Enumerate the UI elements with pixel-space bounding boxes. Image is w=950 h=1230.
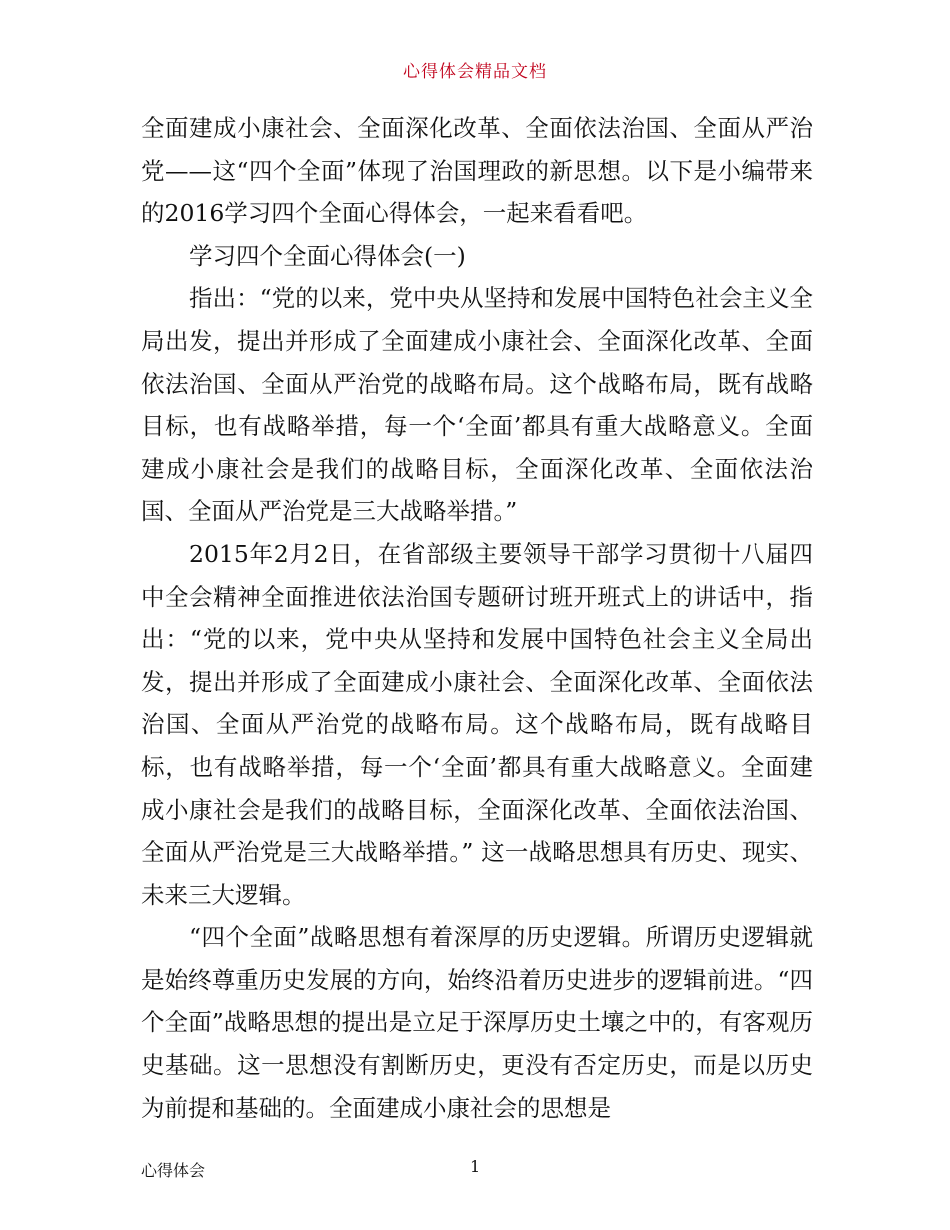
section-heading: 学习四个全面心得体会(一) <box>189 241 466 270</box>
footer-label: 心得体会 <box>141 1161 206 1180</box>
page-header-title: 心得体会精品文档 <box>403 62 547 82</box>
paragraph-quote: 指出：“党的以来，党中央从坚持和发展中国特色社会主义全局出发，提出并形成了全面建成小康社会、全面深化改革、全面依法治国、全面从严治党的战略布局。这个战略布局，既有战略目标，也有战略举措，每一个‘全面’都具有重大战略意义。全面建成小康社会是我们的战略目标，全面深化改革、全面依法治国、全面从严治党是三大战略举措。” <box>141 284 813 526</box>
paragraph-intro: 全面建成小康社会、全面深化改革、全面依法治国、全面从严治党——这“四个全面”体现了治国理政的新思想。以下是小编带来的2016学习四个全面心得体会，一起来看看吧。 <box>141 114 813 228</box>
page-number: 1 <box>470 1157 481 1176</box>
document-body <box>141 107 813 1129</box>
paragraph-history-logic: “四个全面”战略思想有着深厚的历史逻辑。所谓历史逻辑就是始终尊重历史发展的方向，始终沿着历史进步的逻辑前进。“四个全面”战略思想的提出是立足于深厚历史土壤之中的，有客观历史基础。这一思想没有割断历史，更没有否定历史，而是以历史为前提和基础的。全面建成小康社会的思想是 <box>141 923 813 1122</box>
paragraph-speech: 2015年2月2日，在省部级主要领导干部学习贯彻十八届四中全会精神全面推进依法治国专题研讨班开班式上的讲话中，指出：“党的以来，党中央从坚持和发展中国特色社会主义全局出发，提出并形成了全面建成小康社会、全面深化改革、全面依法治国、全面从严治党的战略布局。这个战略布局，既有战略目标，也有战略举措，每一个‘全面’都具有重大战略意义。全面建成小康社会是我们的战略目标，全面深化改革、全面依法治国、全面从严治党是三大战略举措。” 这一战略思想具有历史、现实、未来三大逻辑。 <box>141 539 813 909</box>
